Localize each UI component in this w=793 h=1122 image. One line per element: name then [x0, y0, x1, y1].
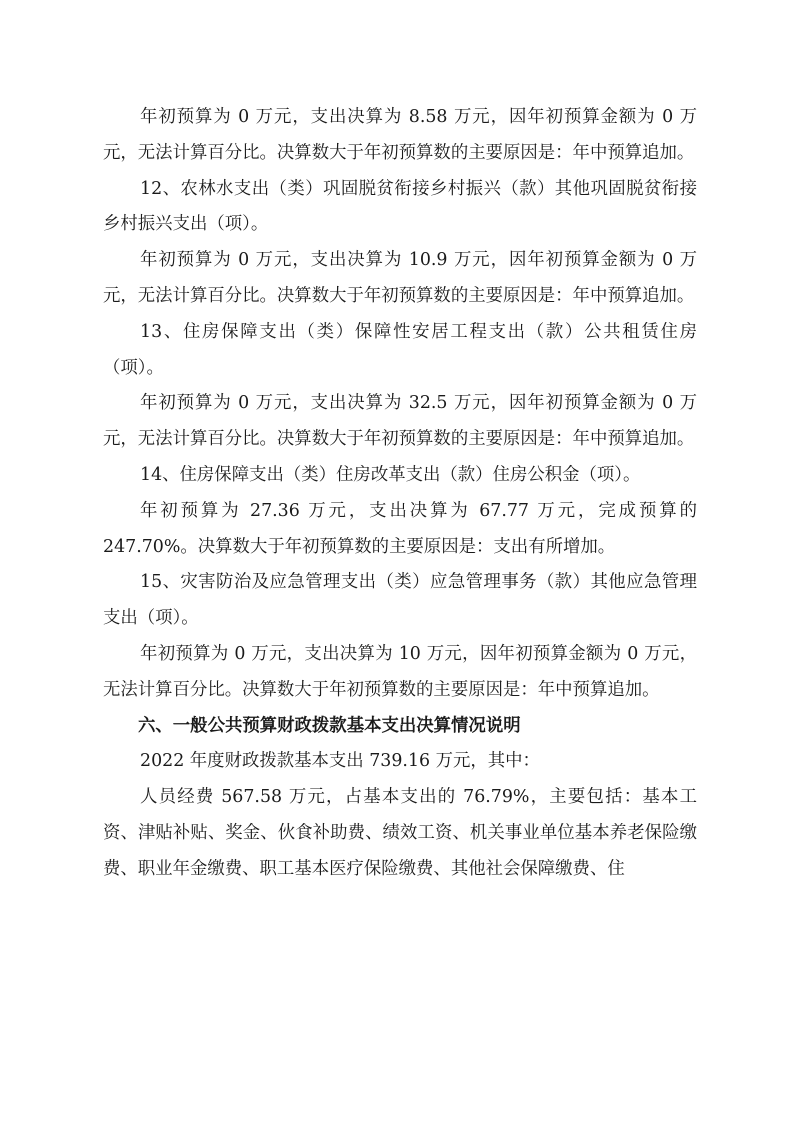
document-page: [103, 100, 697, 1122]
paragraph-budget-item-12: 年初预算为 0 万元，支出决算为 10.9 万元，因年初预算金额为 0 万元，无法计算百分比。决算数大于年初预算数的主要原因是：年中预算追加。: [103, 250, 697, 306]
paragraph-item-13-title: 13、住房保障支出（类）保障性安居工程支出（款）公共租赁住房（项）。: [103, 321, 697, 378]
paragraph-item-15-title: 15、灾害防治及应急管理支出（类）应急管理事务（款）其他应急管理支出（项）。: [103, 572, 697, 629]
paragraph-budget-item-11: 年初预算为 0 万元，支出决算为 8.58 万元，因年初预算金额为 0 万元，无法计算百分比。决算数大于年初预算数的主要原因是：年中预算追加。: [103, 107, 697, 163]
paragraph-basic-expenditure-total: 2022 年度财政拨款基本支出 739.16 万元，其中：: [140, 751, 540, 772]
paragraph-item-12-title: 12、农林水支出（类）巩固脱贫衔接乡村振兴（款）其他巩固脱贫衔接乡村振兴支出（项）。: [103, 178, 697, 235]
paragraph-personnel-expenses: 人员经费 567.58 万元，占基本支出的 76.79%，主要包括：基本工资、津贴补贴、奖金、伙食补助费、绩效工资、机关事业单位基本养老保险缴费、职业年金缴费、职工基本医疗保险缴费、其他社会保障缴费、住: [103, 787, 697, 879]
paragraph-budget-item-14: 年初预算为 27.36 万元，支出决算为 67.77 万元，完成预算的 247.70%。决算数大于年初预算数的主要原因是：支出有所增加。: [103, 500, 697, 557]
paragraph-budget-item-13: 年初预算为 0 万元，支出决算为 32.5 万元，因年初预算金额为 0 万元，无法计算百分比。决算数大于年初预算数的主要原因是：年中预算追加。: [103, 393, 697, 450]
section-heading: 六、一般公共预算财政拨款基本支出决算情况说明: [138, 715, 521, 736]
paragraph-budget-item-15: 年初预算为 0 万元，支出决算为 10 万元，因年初预算金额为 0 万元，无法计算百分比。决算数大于年初预算数的主要原因是：年中预算追加。: [103, 643, 697, 700]
paragraph-item-14-title: 14、住房保障支出（类）住房改革支出（款）住房公积金（项）。: [140, 464, 641, 485]
